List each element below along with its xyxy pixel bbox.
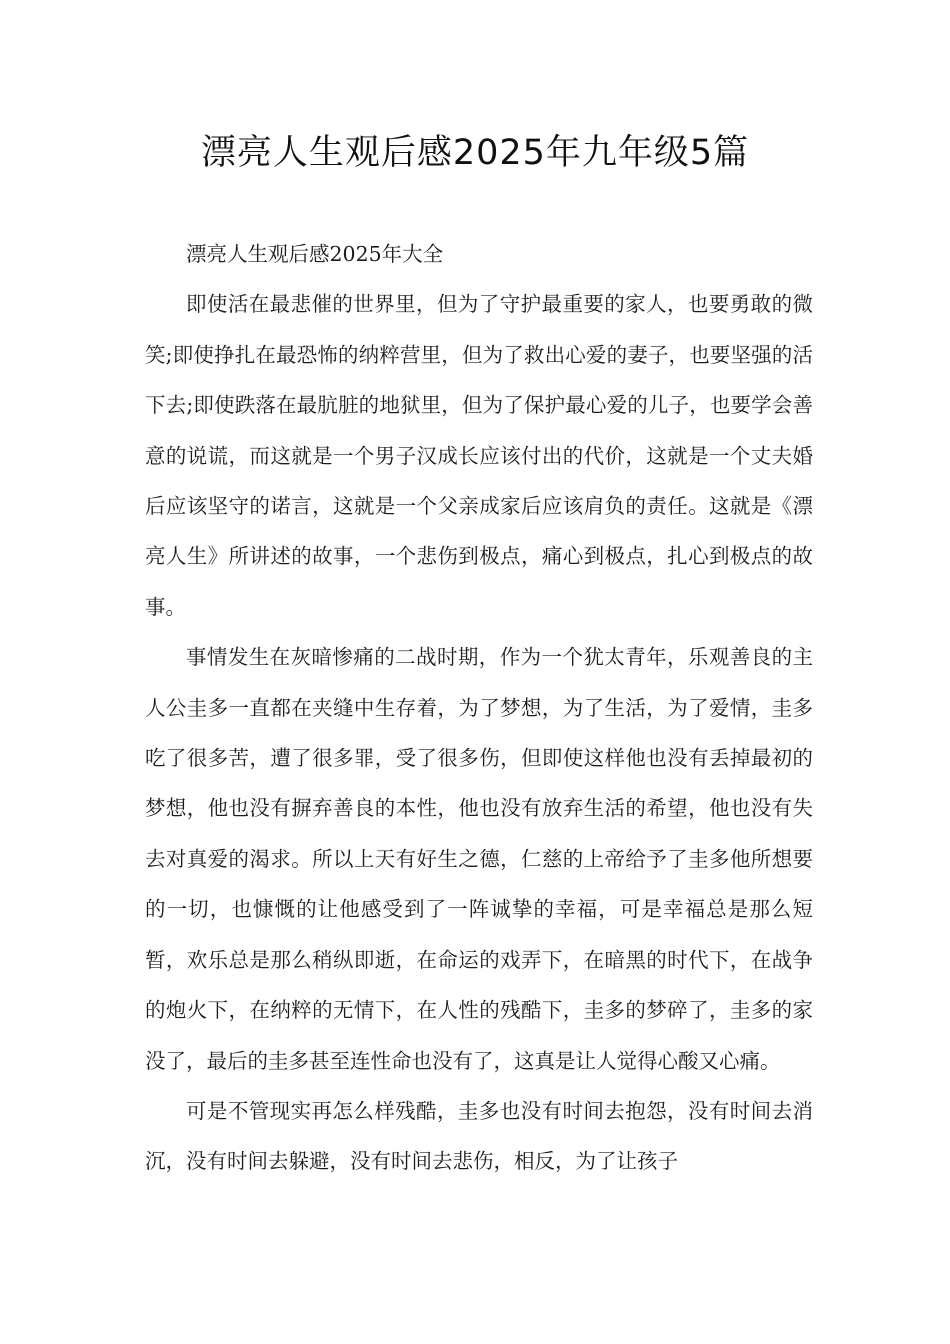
document-subtitle: 漂亮人生观后感2025年大全 <box>186 242 444 266</box>
paragraph-2: 事情发生在灰暗惨痛的二战时期，作为一个犹太青年，乐观善良的主人公圭多一直都在夹缝中生存着，为了梦想，为了生活，为了爱情，圭多吃了很多苦，遭了很多罪，受了很多伤，但即使这样他也没有丢掉最初的梦想，他也没有摒弃善良的本性，他也没有放弃生活的希望，他也没有失去对真爱的渴求。所以上天有好生之德，仁慈的上帝给予了圭多他所想要的一切，也慷慨的让他感受到了一阵诚挚的幸福，可是幸福总是那么短暂，欢乐总是那么稍纵即逝，在命运的戏弄下，在暗黑的时代下，在战争的炮火下，在纳粹的无情下，在人性的残酷下，圭多的梦碎了，圭多的家没了，最后的圭多甚至连性命也没有了，这真是让人觉得心酸又心痛。 <box>145 645 813 1073</box>
document-title: 漂亮人生观后感2025年九年级5篇 <box>200 133 750 173</box>
paragraph-1: 即使活在最悲催的世界里，但为了守护最重要的家人，也要勇敢的微笑;即使挣扎在最恐怖的纳粹营里，但为了救出心爱的妻子，也要坚强的活下去;即使跌落在最肮脏的地狱里，但为了保护最心爱的儿子，也要学会善意的说谎，而这就是一个男子汉成长应该付出的代价，这就是一个丈夫婚后应该坚守的诺言，这就是一个父亲成家后应该肩负的责任。这就是《漂亮人生》所讲述的故事，一个悲伤到极点，痛心到极点，扎心到极点的故事。 <box>145 292 813 619</box>
paragraph-3: 可是不管现实再怎么样残酷，圭多也没有时间去抱怨，没有时间去消沉，没有时间去躲避，没有时间去悲伤，相反，为了让孩子 <box>145 1098 813 1174</box>
document-body <box>145 229 813 1187</box>
